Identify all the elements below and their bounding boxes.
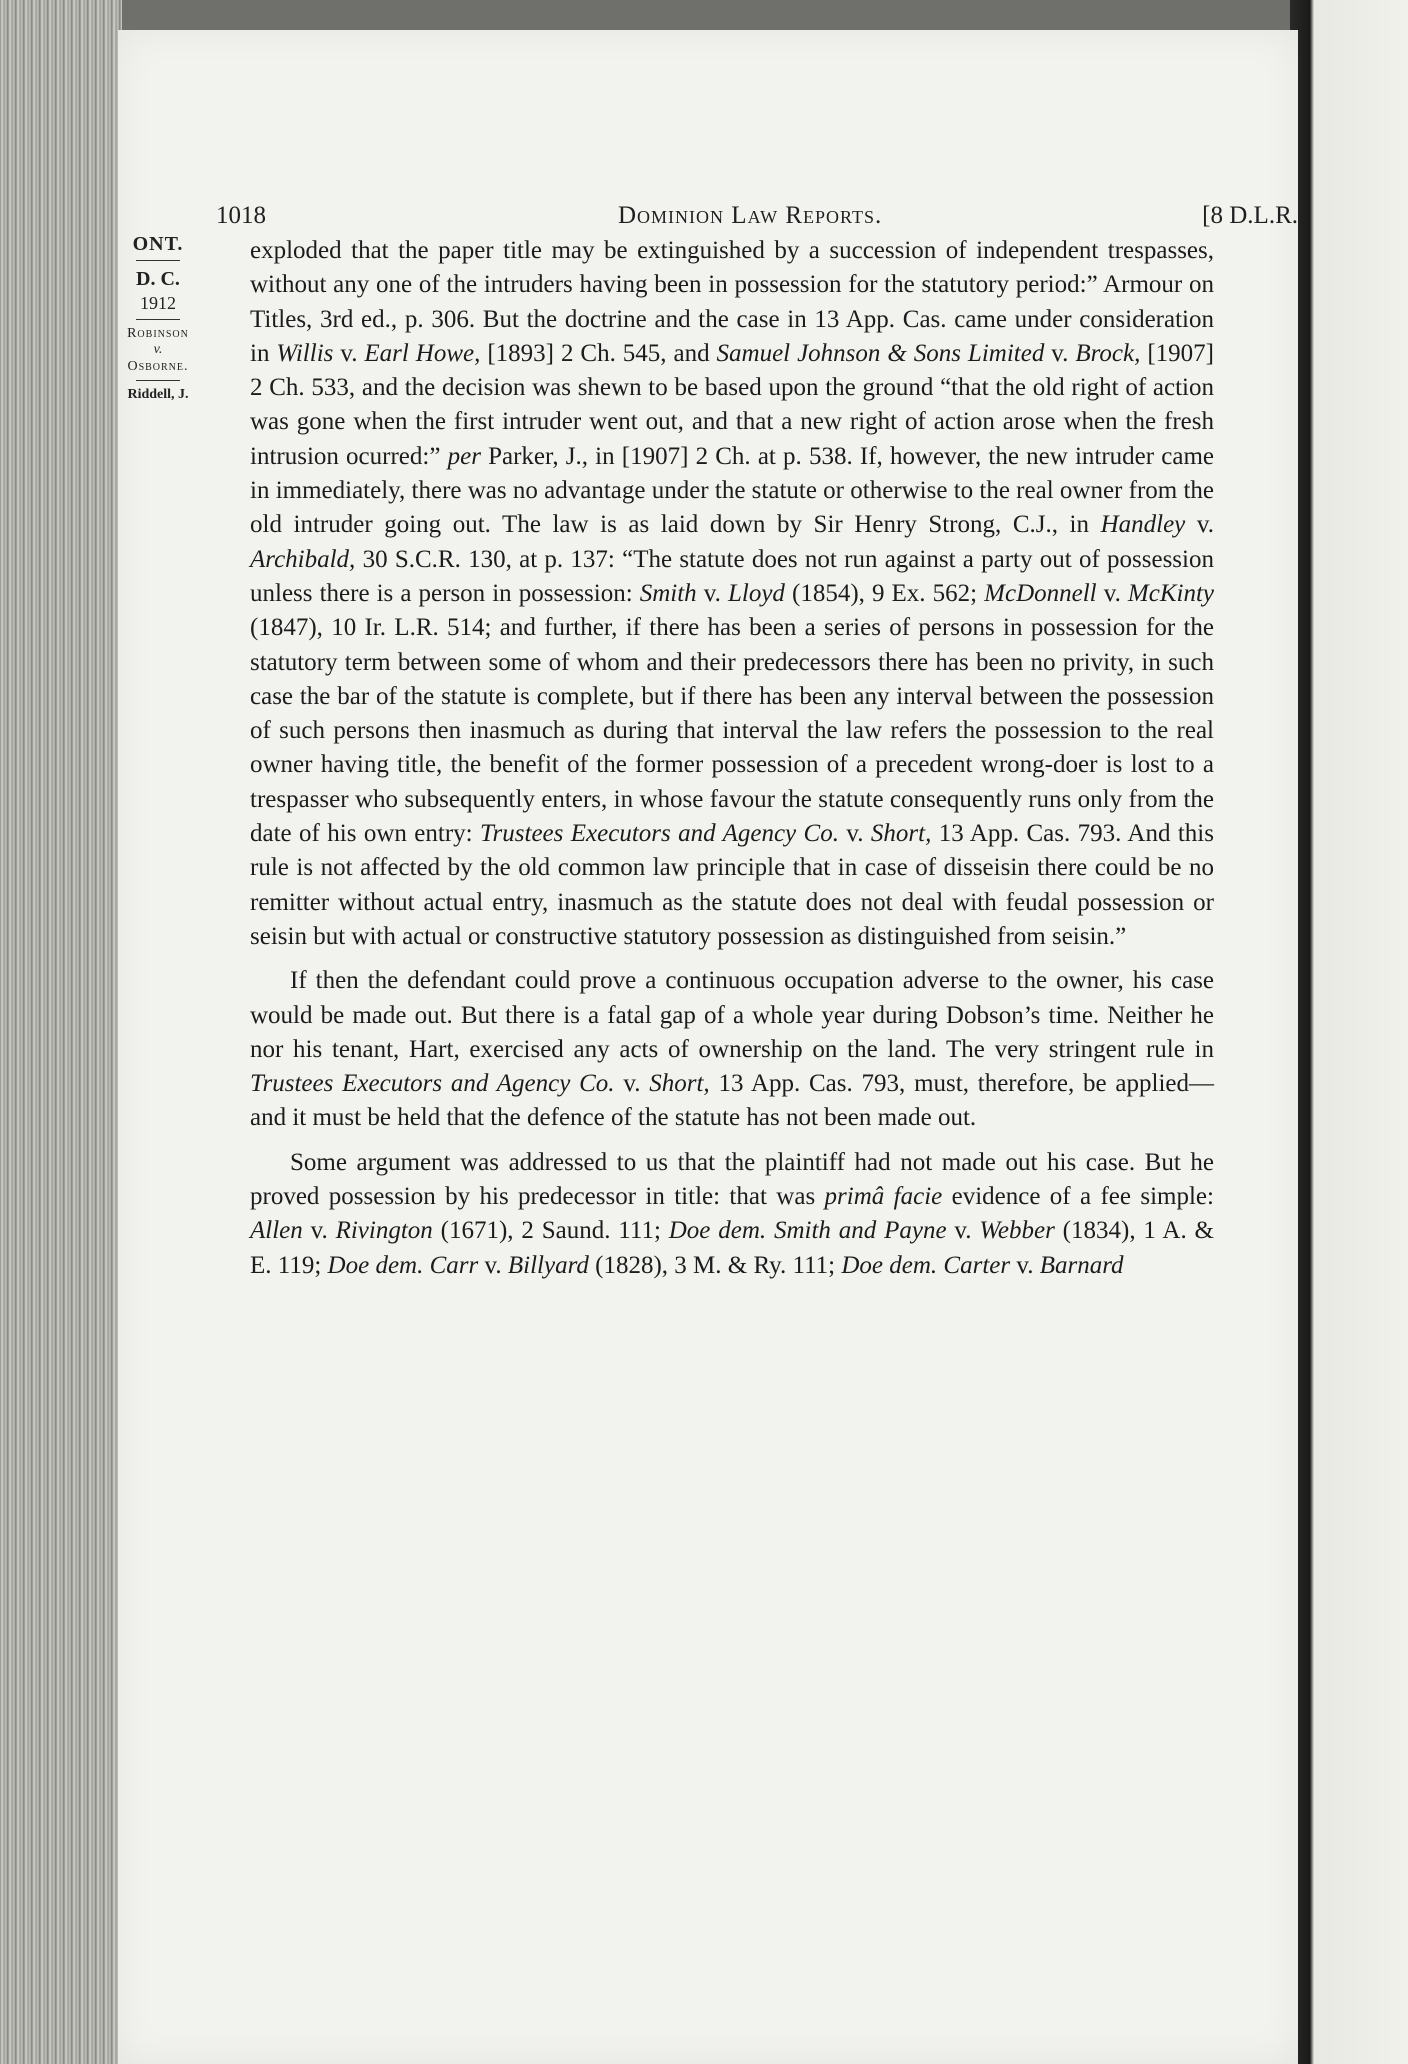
text-run: v. <box>302 1217 336 1245</box>
paragraph-2 <box>250 964 1214 1135</box>
text-run: [1893] 2 Ch. 545, and <box>480 339 717 367</box>
margin-case-v: v. <box>153 342 163 358</box>
case-name: Lloyd <box>727 579 785 607</box>
text-run: evidence of a fee simple: <box>942 1183 1214 1211</box>
text-run: [1907] 2 Ch. 533, and the decision was shewn to be based upon the ground “that the old right of action was gone when the first intruder went out, and that a new right of action arose when the fresh intrusion ocurred:” <box>250 339 1214 470</box>
text-run: v. <box>1096 579 1128 607</box>
case-name: Trustees Executors and Agency Co. <box>480 820 839 848</box>
text-run: exploded that the paper title may be extinguished by a succession of independent trespasses, without any one of the intruders having been in possession for the statutory period:” Armour on Titles, 3rd ed., p. 306. But the doctrine and the case in 13 App. Cas. came under consideration in <box>250 237 1214 367</box>
journal-title: Dominion Law Reports. <box>618 202 883 229</box>
case-name: Barnard <box>1039 1251 1124 1279</box>
margin-divider <box>136 319 180 320</box>
margin-case-defendant: Osborne. <box>127 359 189 375</box>
case-name: Brock, <box>1075 339 1141 367</box>
text-run: (1854), 9 Ex. 562; <box>784 579 985 607</box>
volume-reference: [8 D.L.R. <box>1202 202 1298 229</box>
case-name: Webber <box>979 1217 1055 1245</box>
book-spine-gutter <box>1290 0 1408 2064</box>
case-name: Smith <box>639 579 697 607</box>
margin-province: ONT. <box>132 233 184 255</box>
text-run: v. <box>1044 339 1076 367</box>
text-run: v. <box>1010 1251 1040 1279</box>
margin-judge: Riddell, J. <box>127 386 189 402</box>
case-name: Short, <box>649 1070 710 1098</box>
case-name: Allen <box>250 1217 303 1245</box>
case-name: Doe dem. Smith and Payne <box>668 1217 947 1245</box>
case-name: McDonnell <box>984 579 1097 607</box>
case-name: Willis <box>276 339 334 367</box>
case-name: Doe dem. Carter <box>841 1251 1011 1279</box>
text-run: (1828), 3 M. & Ry. 111; <box>588 1251 842 1279</box>
text-run: v. <box>614 1070 650 1098</box>
text-run: (1834), 1 A. & E. 119; <box>250 1217 1214 1279</box>
body-text <box>250 234 1214 1283</box>
text-run: v. <box>478 1251 508 1279</box>
text-run: Some argument was addressed to us that the plaintiff had not made out his case. But he proved possession by his predecessor in title: that was <box>250 1148 1214 1211</box>
text-run: v. <box>946 1217 980 1245</box>
text-run: 13 App. Cas. 793. And this rule is not affected by the old common law principle that in case of disseisin there could be no remitter without actual entry, inasmuch as the statute does not deal with feudal possession or seisin but with actual or constructive statutory possession as distinguished from seisin.” <box>250 820 1214 950</box>
case-name: Samuel Johnson & Sons Limited <box>716 339 1045 367</box>
case-name: Handley <box>1100 511 1186 539</box>
margin-notes <box>88 232 228 404</box>
text-run: (1847), 10 Ir. L.R. 514; and further, if there has been a series of persons in possession for the statutory term between some of whom and their predecessors there has been no privity, in such case the bar of the statute is complete, but if there has been any interval between the possession of such persons then inasmuch as during that interval the law refers the possession to the real owner having title, the benefit of the former possession of a precedent wrong-doer is lost to a trespasser who subsequently enters, in whose favour the statute consequently runs only from the date of his own entry: <box>250 614 1214 848</box>
case-name: Archibald, <box>250 545 356 573</box>
case-name: Trustees Executors and Agency Co. <box>250 1070 615 1098</box>
margin-divider <box>136 380 180 381</box>
text-run: 30 S.C.R. 130, at p. 137: “The statute does not run against a party out of possession unless there is a person in possession: <box>250 545 1214 607</box>
margin-case-plaintiff: Robinson <box>127 325 189 341</box>
case-name: Earl Howe, <box>364 339 481 367</box>
text-run: v. <box>333 339 365 367</box>
text-run: Parker, J., in [1907] 2 Ch. at p. 538. If, however, the new intruder came in immediately, there was no advantage under the statute or otherwise to the real owner from the old intruder going out. The law is as laid down by Sir Henry Strong, C.J., in <box>250 442 1215 539</box>
text-run: v. <box>696 579 728 607</box>
text-run: If then the defendant could prove a continuous occupation adverse to the owner, his case would be made out. But there is a fatal gap of a whole year during Dobson’s time. Neither he nor his tenant, Hart, exercised any acts of ownership on the land. The very stringent rule in <box>250 967 1214 1063</box>
paragraph-3 <box>250 1146 1214 1283</box>
text-run: (1671), 2 Saund. 111; <box>432 1217 669 1245</box>
page-number: 1018 <box>216 202 266 229</box>
case-name: Doe dem. Carr <box>327 1251 479 1279</box>
case-name: per <box>447 442 481 470</box>
text-run: v. <box>1185 511 1214 539</box>
margin-court: D. C. <box>136 268 180 290</box>
paragraph-1 <box>250 234 1214 954</box>
case-name: Short, <box>870 820 932 848</box>
case-name: Billyard <box>507 1251 589 1279</box>
margin-divider <box>136 260 180 261</box>
case-name: Rivington <box>335 1217 433 1245</box>
text-run: v. <box>838 820 871 848</box>
case-name: primâ facie <box>824 1183 943 1211</box>
text-run: 13 App. Cas. 793, must, therefore, be applied—and it must be held that the defence of the statute has not been made out. <box>250 1070 1214 1132</box>
case-name: McKinty <box>1127 579 1214 607</box>
margin-year: 1912 <box>140 293 176 313</box>
